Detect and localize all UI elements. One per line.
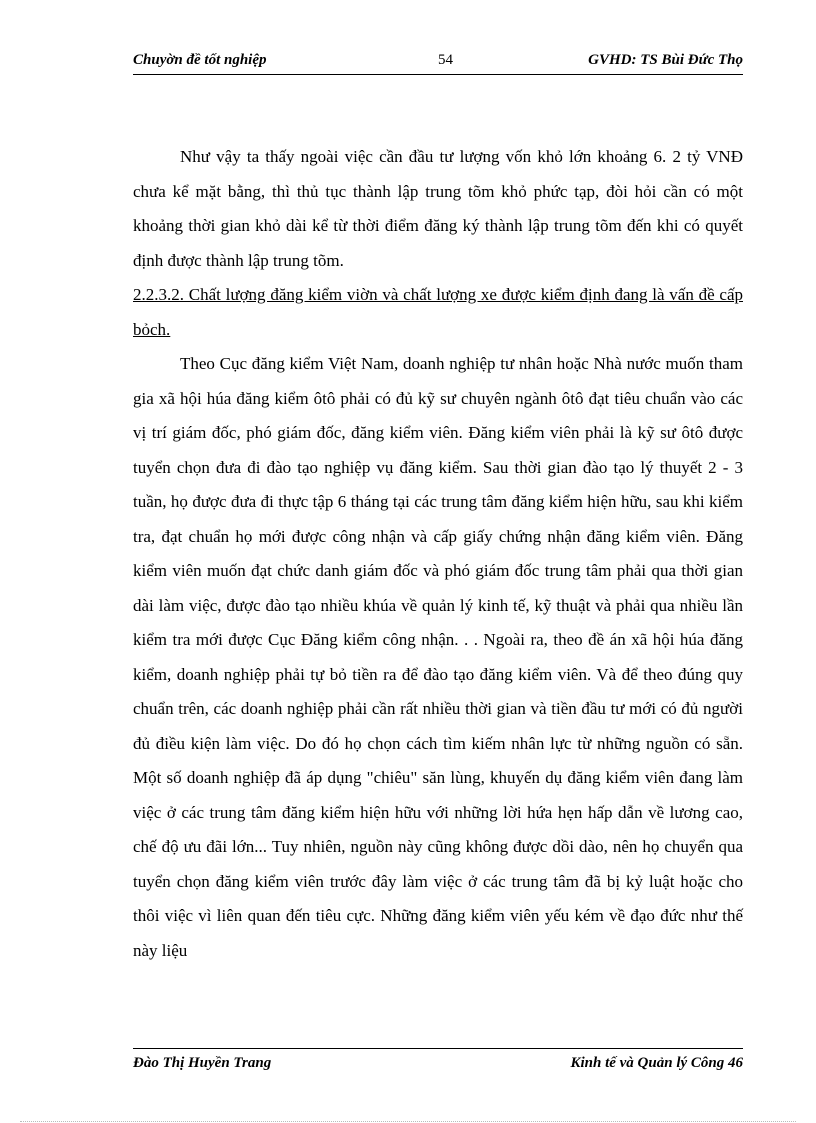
- footer-author: Đào Thị Huyền Trang: [133, 1055, 272, 1071]
- section-heading: 2.2.3.2. Chất lượng đăng kiểm viờn và chất lượng xe được kiểm định đang là vấn đề cấp bỏch.: [133, 285, 743, 339]
- page-edge-divider: [20, 1121, 796, 1122]
- header-title: Chuyờn đề tốt nghiệp: [133, 52, 267, 68]
- paragraph-1: Như vậy ta thấy ngoài việc cần đầu tư lượng vốn khỏ lớn khoảng 6. 2 tỷ VNĐ chưa kể mặt bằng, thì thủ tục thành lập trung tõm khỏ phức tạp, đòi hỏi cần có một khoảng thời gian khỏ dài kể từ thời điểm đăng ký thành lập trung tõm đến khi có quyết định được thành lập trung tõm.: [133, 147, 743, 270]
- page-body: [133, 140, 743, 968]
- page-header: [133, 50, 743, 75]
- header-supervisor: GVHD: TS Bùi Đức Thọ: [588, 52, 743, 68]
- page-number: 54: [438, 52, 453, 68]
- paragraph-2: Theo Cục đăng kiểm Việt Nam, doanh nghiệp tư nhân hoặc Nhà nước muốn tham gia xã hội húa đăng kiểm ôtô phải có đủ kỹ sư chuyên ngành ôtô đạt tiêu chuẩn vào các vị trí giám đốc, phó giám đốc, đăng kiểm viên. Đăng kiểm viên phải là kỹ sư ôtô được tuyển chọn đưa đi đào tạo nghiệp vụ đăng kiểm. Sau thời gian đào tạo lý thuyết 2 - 3 tuần, họ được đưa đi thực tập 6 tháng tại các trung tâm đăng kiểm hiện hữu, sau khi kiểm tra, đạt chuẩn họ mới được công nhận và cấp giấy chứng nhận đăng kiểm viên. Đăng kiểm viên muốn đạt chức danh giám đốc và phó giám đốc trung tâm phải qua thời gian dài làm việc, được đào tạo nhiều khúa về quản lý kinh tế, kỹ thuật và phải qua nhiều lần kiểm tra mới được Cục Đăng kiểm công nhận. . . Ngoài ra, theo đề án xã hội húa đăng kiểm, doanh nghiệp phải tự bỏ tiền ra để đào tạo đăng kiểm viên. Và để theo đúng quy chuẩn trên, các doanh nghiệp phải cần rất nhiều thời gian và tiền đầu tư mới có đủ người đủ điều kiện làm việc. Do đó họ chọn cách tìm kiếm nhân lực từ những nguồn có sẵn. Một số doanh nghiệp đã áp dụng "chiêu" săn lùng, khuyến dụ đăng kiểm viên đang làm việc ở các trung tâm đăng kiểm hiện hữu với những lời hứa hẹn hấp dẫn về lương cao, chế độ ưu đãi lớn... Tuy nhiên, nguồn này cũng không được dồi dào, nên họ chuyển qua tuyển chọn đăng kiểm viên trước đây làm việc ở các trung tâm đã bị kỷ luật hoặc cho thôi việc vì liên quan đến tiêu cực. Những đăng kiểm viên yếu kém về đạo đức như thế này liệu: [133, 354, 743, 960]
- footer-class: Kinh tế và Quản lý Công 46: [570, 1055, 743, 1071]
- page-footer: [133, 1048, 743, 1075]
